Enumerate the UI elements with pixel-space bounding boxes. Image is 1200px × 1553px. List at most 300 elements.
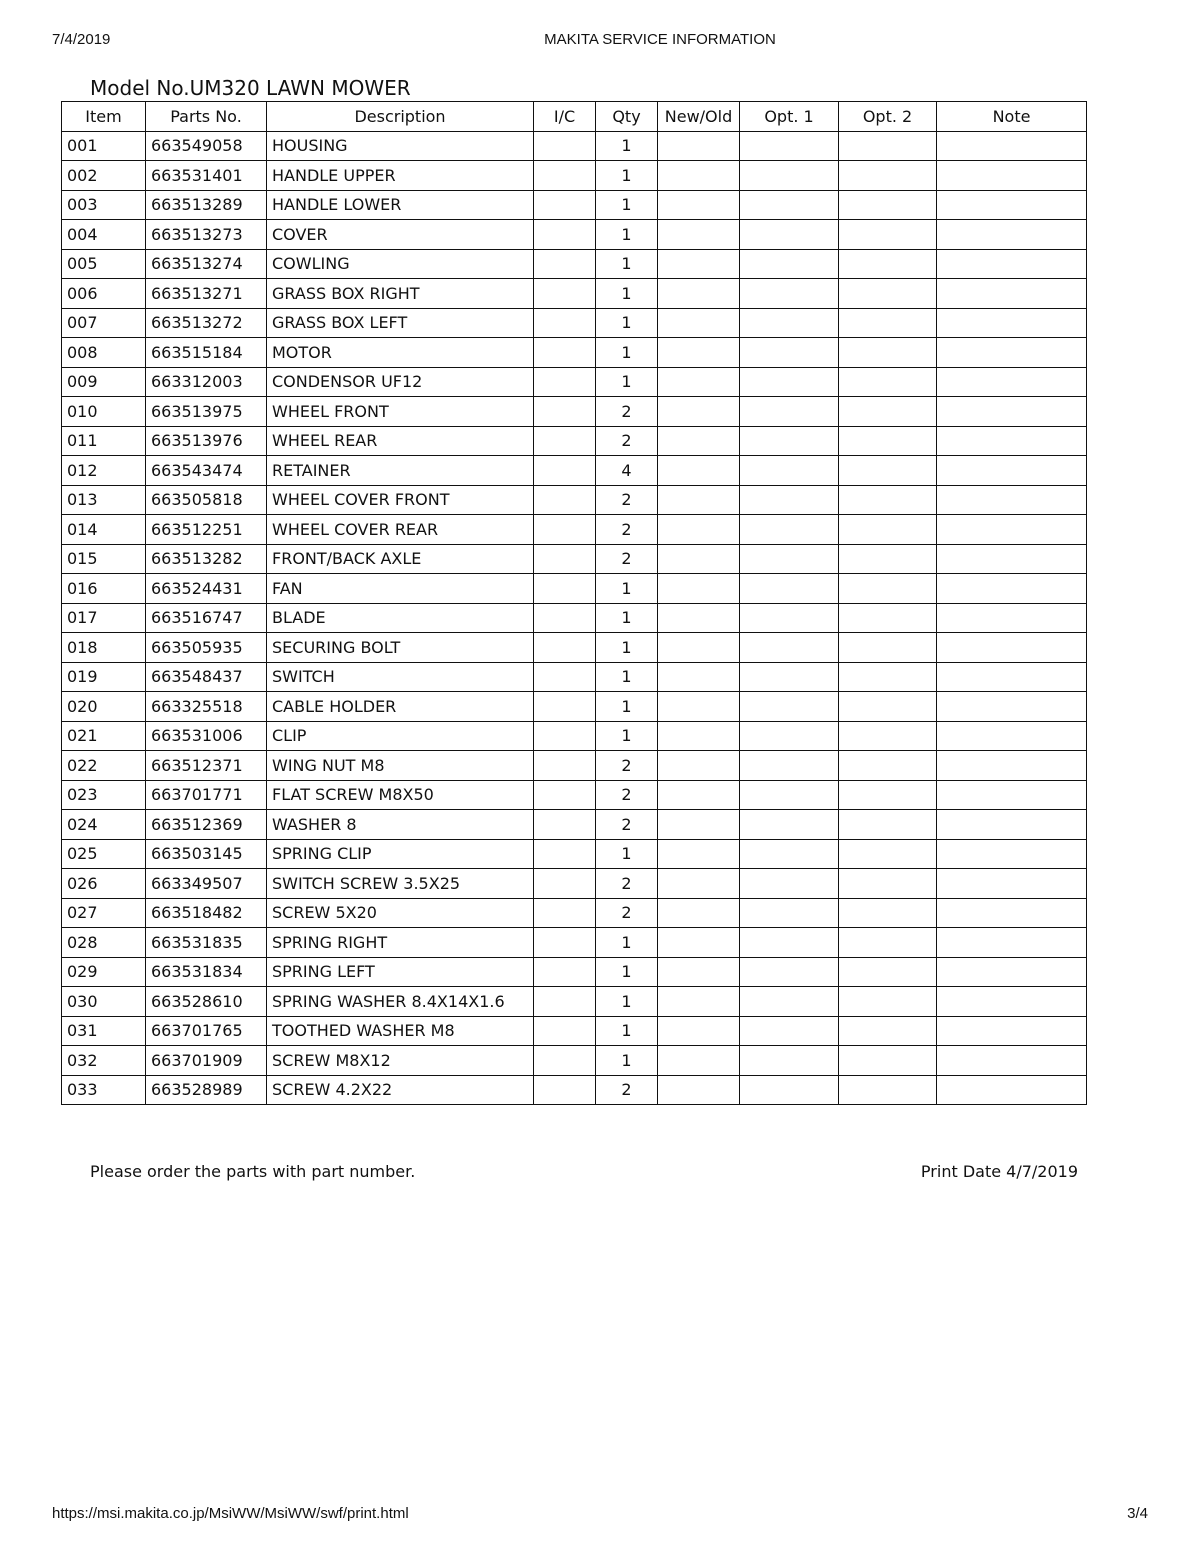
cell-description: SWITCH (267, 662, 534, 692)
cell-description: WHEEL REAR (267, 426, 534, 456)
cell-ic (534, 544, 596, 574)
cell-parts-no: 663528610 (146, 987, 267, 1017)
cell-opt-2 (839, 780, 937, 810)
cell-opt-1 (740, 574, 839, 604)
cell-opt-2 (839, 1016, 937, 1046)
print-header-title: MAKITA SERVICE INFORMATION (544, 31, 776, 48)
cell-note (937, 1016, 1087, 1046)
cell-ic (534, 485, 596, 515)
cell-note (937, 220, 1087, 250)
cell-note (937, 869, 1087, 899)
cell-description: COWLING (267, 249, 534, 279)
cell-opt-1 (740, 338, 839, 368)
cell-opt-1 (740, 987, 839, 1017)
table-row (62, 751, 1087, 781)
table-row (62, 957, 1087, 987)
cell-parts-no: 663531401 (146, 161, 267, 191)
cell-parts-no: 663503145 (146, 839, 267, 869)
parts-table (61, 101, 1087, 1105)
cell-qty: 1 (596, 131, 658, 161)
cell-opt-1 (740, 721, 839, 751)
model-title: Model No.UM320 LAWN MOWER (90, 76, 411, 100)
cell-opt-2 (839, 898, 937, 928)
cell-ic (534, 456, 596, 486)
cell-description: SECURING BOLT (267, 633, 534, 663)
cell-parts-no: 663349507 (146, 869, 267, 899)
cell-parts-no: 663531006 (146, 721, 267, 751)
cell-opt-2 (839, 957, 937, 987)
cell-item: 008 (62, 338, 146, 368)
cell-item: 027 (62, 898, 146, 928)
cell-description: CONDENSOR UF12 (267, 367, 534, 397)
cell-opt-1 (740, 220, 839, 250)
cell-note (937, 1075, 1087, 1105)
table-row (62, 338, 1087, 368)
table-row (62, 279, 1087, 309)
cell-note (937, 544, 1087, 574)
table-row (62, 810, 1087, 840)
cell-note (937, 279, 1087, 309)
cell-ic (534, 515, 596, 545)
cell-item: 015 (62, 544, 146, 574)
cell-opt-2 (839, 338, 937, 368)
cell-qty: 2 (596, 780, 658, 810)
cell-description: GRASS BOX LEFT (267, 308, 534, 338)
cell-description: COVER (267, 220, 534, 250)
cell-opt-2 (839, 869, 937, 899)
cell-item: 010 (62, 397, 146, 427)
table-row (62, 898, 1087, 928)
table-row (62, 515, 1087, 545)
cell-note (937, 987, 1087, 1017)
cell-new-old (658, 662, 740, 692)
cell-qty: 1 (596, 190, 658, 220)
cell-note (937, 780, 1087, 810)
header-note: Note (937, 102, 1087, 132)
table-row (62, 485, 1087, 515)
cell-new-old (658, 131, 740, 161)
cell-ic (534, 1016, 596, 1046)
cell-parts-no: 663513289 (146, 190, 267, 220)
cell-qty: 1 (596, 1016, 658, 1046)
cell-parts-no: 663515184 (146, 338, 267, 368)
cell-opt-1 (740, 161, 839, 191)
cell-opt-1 (740, 839, 839, 869)
cell-item: 025 (62, 839, 146, 869)
cell-parts-no: 663531835 (146, 928, 267, 958)
cell-description: RETAINER (267, 456, 534, 486)
cell-note (937, 131, 1087, 161)
print-header-date: 7/4/2019 (52, 31, 111, 48)
cell-opt-1 (740, 308, 839, 338)
table-row (62, 456, 1087, 486)
cell-parts-no: 663513975 (146, 397, 267, 427)
cell-new-old (658, 1016, 740, 1046)
cell-parts-no: 663513273 (146, 220, 267, 250)
cell-note (937, 249, 1087, 279)
table-row (62, 692, 1087, 722)
cell-opt-1 (740, 633, 839, 663)
cell-item: 021 (62, 721, 146, 751)
cell-description: WASHER 8 (267, 810, 534, 840)
cell-qty: 2 (596, 515, 658, 545)
cell-opt-1 (740, 751, 839, 781)
cell-qty: 4 (596, 456, 658, 486)
cell-qty: 2 (596, 397, 658, 427)
cell-opt-2 (839, 662, 937, 692)
cell-opt-2 (839, 603, 937, 633)
table-row (62, 161, 1087, 191)
header-opt-1: Opt. 1 (740, 102, 839, 132)
cell-description: WHEEL COVER FRONT (267, 485, 534, 515)
cell-qty: 2 (596, 544, 658, 574)
cell-opt-1 (740, 603, 839, 633)
header-item: Item (62, 102, 146, 132)
cell-opt-2 (839, 928, 937, 958)
cell-new-old (658, 485, 740, 515)
cell-item: 033 (62, 1075, 146, 1105)
cell-description: BLADE (267, 603, 534, 633)
cell-new-old (658, 190, 740, 220)
cell-parts-no: 663325518 (146, 692, 267, 722)
cell-qty: 2 (596, 485, 658, 515)
cell-item: 005 (62, 249, 146, 279)
cell-item: 004 (62, 220, 146, 250)
cell-ic (534, 279, 596, 309)
cell-qty: 1 (596, 928, 658, 958)
cell-opt-1 (740, 957, 839, 987)
cell-qty: 2 (596, 810, 658, 840)
cell-note (937, 810, 1087, 840)
cell-ic (534, 987, 596, 1017)
cell-item: 003 (62, 190, 146, 220)
cell-note (937, 308, 1087, 338)
cell-opt-2 (839, 987, 937, 1017)
cell-opt-2 (839, 220, 937, 250)
header-description: Description (267, 102, 534, 132)
cell-ic (534, 397, 596, 427)
cell-qty: 1 (596, 839, 658, 869)
cell-new-old (658, 1075, 740, 1105)
cell-opt-1 (740, 1016, 839, 1046)
cell-new-old (658, 456, 740, 486)
cell-ic (534, 662, 596, 692)
table-row (62, 544, 1087, 574)
table-row (62, 839, 1087, 869)
cell-description: SPRING LEFT (267, 957, 534, 987)
cell-description: WING NUT M8 (267, 751, 534, 781)
cell-ic (534, 131, 596, 161)
cell-ic (534, 574, 596, 604)
header-qty: Qty (596, 102, 658, 132)
table-row (62, 987, 1087, 1017)
cell-ic (534, 1075, 596, 1105)
cell-opt-2 (839, 161, 937, 191)
cell-qty: 1 (596, 574, 658, 604)
cell-ic (534, 367, 596, 397)
cell-ic (534, 810, 596, 840)
cell-new-old (658, 249, 740, 279)
cell-description: FRONT/BACK AXLE (267, 544, 534, 574)
cell-new-old (658, 279, 740, 309)
cell-note (937, 751, 1087, 781)
cell-qty: 1 (596, 957, 658, 987)
cell-opt-1 (740, 397, 839, 427)
cell-opt-2 (839, 397, 937, 427)
cell-parts-no: 663513274 (146, 249, 267, 279)
cell-note (937, 662, 1087, 692)
cell-description: SPRING CLIP (267, 839, 534, 869)
cell-qty: 1 (596, 220, 658, 250)
cell-parts-no: 663505935 (146, 633, 267, 663)
cell-note (937, 190, 1087, 220)
cell-parts-no: 663513272 (146, 308, 267, 338)
cell-ic (534, 1046, 596, 1076)
cell-note (937, 485, 1087, 515)
cell-description: SCREW M8X12 (267, 1046, 534, 1076)
cell-ic (534, 190, 596, 220)
cell-description: GRASS BOX RIGHT (267, 279, 534, 309)
table-row (62, 1016, 1087, 1046)
order-note: Please order the parts with part number. (90, 1162, 416, 1181)
cell-description: CLIP (267, 721, 534, 751)
header-opt-2: Opt. 2 (839, 102, 937, 132)
cell-qty: 1 (596, 603, 658, 633)
table-row (62, 633, 1087, 663)
cell-opt-2 (839, 131, 937, 161)
footer-url: https://msi.makita.co.jp/MsiWW/MsiWW/swf/print.html (52, 1505, 409, 1522)
cell-qty: 1 (596, 1046, 658, 1076)
cell-description: SCREW 4.2X22 (267, 1075, 534, 1105)
cell-item: 017 (62, 603, 146, 633)
cell-note (937, 367, 1087, 397)
cell-opt-2 (839, 633, 937, 663)
cell-new-old (658, 721, 740, 751)
cell-opt-1 (740, 249, 839, 279)
cell-new-old (658, 544, 740, 574)
cell-qty: 1 (596, 161, 658, 191)
cell-qty: 1 (596, 987, 658, 1017)
cell-description: SPRING WASHER 8.4X14X1.6 (267, 987, 534, 1017)
cell-opt-2 (839, 692, 937, 722)
cell-opt-2 (839, 190, 937, 220)
cell-note (937, 957, 1087, 987)
cell-ic (534, 869, 596, 899)
print-date: Print Date 4/7/2019 (920, 1162, 1078, 1181)
cell-ic (534, 161, 596, 191)
cell-parts-no: 663516747 (146, 603, 267, 633)
cell-description: HANDLE UPPER (267, 161, 534, 191)
cell-opt-1 (740, 131, 839, 161)
cell-qty: 2 (596, 751, 658, 781)
table-row (62, 574, 1087, 604)
cell-opt-2 (839, 839, 937, 869)
table-row (62, 426, 1087, 456)
cell-opt-2 (839, 751, 937, 781)
cell-parts-no: 663505818 (146, 485, 267, 515)
cell-opt-1 (740, 544, 839, 574)
cell-note (937, 456, 1087, 486)
cell-item: 013 (62, 485, 146, 515)
cell-note (937, 839, 1087, 869)
cell-item: 001 (62, 131, 146, 161)
cell-description: SWITCH SCREW 3.5X25 (267, 869, 534, 899)
table-row (62, 721, 1087, 751)
cell-item: 024 (62, 810, 146, 840)
cell-opt-1 (740, 485, 839, 515)
cell-parts-no: 663512251 (146, 515, 267, 545)
cell-item: 032 (62, 1046, 146, 1076)
cell-parts-no: 663548437 (146, 662, 267, 692)
table-row (62, 780, 1087, 810)
cell-parts-no: 663701765 (146, 1016, 267, 1046)
table-row (62, 869, 1087, 899)
cell-qty: 1 (596, 367, 658, 397)
cell-description: MOTOR (267, 338, 534, 368)
cell-qty: 2 (596, 1075, 658, 1105)
cell-item: 014 (62, 515, 146, 545)
cell-ic (534, 308, 596, 338)
cell-parts-no: 663513282 (146, 544, 267, 574)
cell-opt-2 (839, 485, 937, 515)
cell-opt-1 (740, 426, 839, 456)
cell-qty: 2 (596, 869, 658, 899)
cell-ic (534, 957, 596, 987)
cell-opt-2 (839, 721, 937, 751)
cell-description: FAN (267, 574, 534, 604)
cell-opt-1 (740, 810, 839, 840)
cell-note (937, 397, 1087, 427)
footer-page-number: 3/4 (1127, 1505, 1148, 1522)
cell-new-old (658, 574, 740, 604)
cell-ic (534, 603, 596, 633)
cell-ic (534, 780, 596, 810)
header-new-old: New/Old (658, 102, 740, 132)
cell-opt-2 (839, 810, 937, 840)
cell-qty: 1 (596, 692, 658, 722)
cell-new-old (658, 898, 740, 928)
table-row (62, 367, 1087, 397)
cell-new-old (658, 957, 740, 987)
cell-note (937, 603, 1087, 633)
cell-qty: 1 (596, 308, 658, 338)
cell-qty: 1 (596, 721, 658, 751)
cell-new-old (658, 780, 740, 810)
cell-parts-no: 663543474 (146, 456, 267, 486)
cell-new-old (658, 1046, 740, 1076)
cell-opt-1 (740, 898, 839, 928)
cell-description: FLAT SCREW M8X50 (267, 780, 534, 810)
table-row (62, 249, 1087, 279)
cell-opt-2 (839, 1046, 937, 1076)
cell-item: 007 (62, 308, 146, 338)
table-row (62, 397, 1087, 427)
cell-qty: 1 (596, 279, 658, 309)
cell-new-old (658, 338, 740, 368)
cell-opt-2 (839, 279, 937, 309)
cell-new-old (658, 839, 740, 869)
parts-table-body (62, 131, 1087, 1105)
cell-qty: 1 (596, 249, 658, 279)
cell-parts-no: 663701909 (146, 1046, 267, 1076)
cell-note (937, 1046, 1087, 1076)
table-row (62, 603, 1087, 633)
cell-opt-1 (740, 928, 839, 958)
cell-ic (534, 633, 596, 663)
cell-item: 031 (62, 1016, 146, 1046)
cell-description: TOOTHED WASHER M8 (267, 1016, 534, 1046)
cell-qty: 1 (596, 338, 658, 368)
cell-ic (534, 898, 596, 928)
cell-qty: 1 (596, 662, 658, 692)
cell-opt-1 (740, 780, 839, 810)
cell-new-old (658, 633, 740, 663)
cell-item: 019 (62, 662, 146, 692)
cell-item: 026 (62, 869, 146, 899)
cell-item: 020 (62, 692, 146, 722)
cell-new-old (658, 308, 740, 338)
cell-description: HANDLE LOWER (267, 190, 534, 220)
cell-opt-1 (740, 1046, 839, 1076)
cell-qty: 2 (596, 426, 658, 456)
cell-new-old (658, 397, 740, 427)
cell-opt-1 (740, 869, 839, 899)
cell-new-old (658, 928, 740, 958)
cell-ic (534, 338, 596, 368)
cell-opt-2 (839, 574, 937, 604)
cell-parts-no: 663701771 (146, 780, 267, 810)
cell-item: 022 (62, 751, 146, 781)
cell-item: 011 (62, 426, 146, 456)
table-row (62, 1046, 1087, 1076)
cell-item: 028 (62, 928, 146, 958)
cell-opt-1 (740, 692, 839, 722)
cell-parts-no: 663531834 (146, 957, 267, 987)
cell-item: 002 (62, 161, 146, 191)
cell-opt-1 (740, 190, 839, 220)
cell-item: 023 (62, 780, 146, 810)
cell-new-old (658, 603, 740, 633)
cell-opt-1 (740, 279, 839, 309)
cell-opt-2 (839, 544, 937, 574)
cell-parts-no: 663512369 (146, 810, 267, 840)
cell-note (937, 898, 1087, 928)
cell-new-old (658, 987, 740, 1017)
cell-item: 029 (62, 957, 146, 987)
table-row (62, 662, 1087, 692)
cell-new-old (658, 367, 740, 397)
cell-note (937, 338, 1087, 368)
cell-ic (534, 220, 596, 250)
cell-parts-no: 663528989 (146, 1075, 267, 1105)
cell-note (937, 161, 1087, 191)
cell-parts-no: 663518482 (146, 898, 267, 928)
table-row (62, 220, 1087, 250)
cell-description: CABLE HOLDER (267, 692, 534, 722)
cell-description: SCREW 5X20 (267, 898, 534, 928)
table-row (62, 308, 1087, 338)
cell-new-old (658, 161, 740, 191)
cell-item: 016 (62, 574, 146, 604)
cell-parts-no: 663312003 (146, 367, 267, 397)
cell-parts-no: 663549058 (146, 131, 267, 161)
cell-opt-2 (839, 426, 937, 456)
cell-new-old (658, 515, 740, 545)
cell-description: WHEEL COVER REAR (267, 515, 534, 545)
table-row (62, 190, 1087, 220)
cell-opt-1 (740, 367, 839, 397)
cell-description: WHEEL FRONT (267, 397, 534, 427)
